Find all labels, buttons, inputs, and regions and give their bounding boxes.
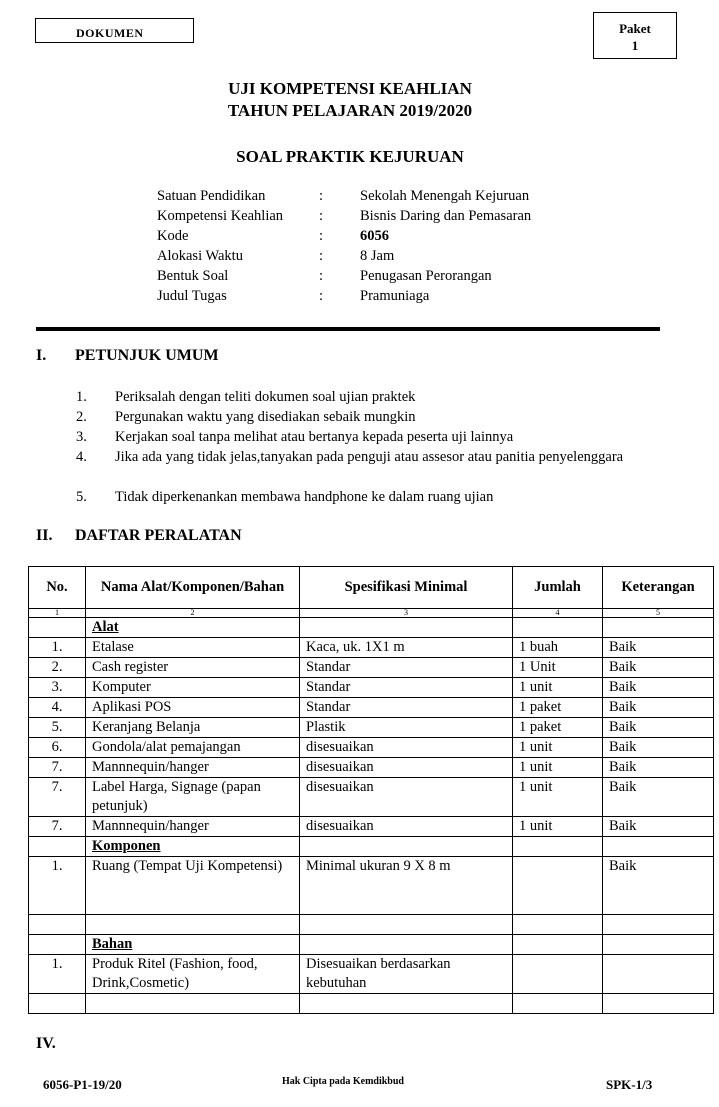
table-row bbox=[29, 758, 714, 778]
cell-no: 1. bbox=[29, 638, 86, 658]
cell-jumlah: 1 unit bbox=[513, 738, 603, 758]
cell-keterangan: Baik bbox=[603, 738, 714, 758]
info-label: Kode bbox=[157, 228, 189, 244]
info-value: 8 Jam bbox=[360, 248, 395, 264]
cell-spesifikasi: Minimal ukuran 9 X 8 m bbox=[300, 857, 513, 915]
footer-page: SPK-1/3 bbox=[606, 1077, 653, 1092]
info-separator: : bbox=[319, 188, 324, 204]
cell-no: 3. bbox=[29, 678, 86, 698]
cell-no: 2. bbox=[29, 658, 86, 678]
cell-spesifikasi: disesuaikan bbox=[300, 738, 513, 758]
cell-keterangan: Baik bbox=[603, 758, 714, 778]
cell-nama: Gondola/alat pemajangan bbox=[86, 738, 300, 758]
category-label: Bahan bbox=[92, 936, 133, 952]
instruction-text: Kerjakan soal tanpa melihat atau bertanya kepada peserta uji lainnya bbox=[115, 429, 514, 445]
cell-spesifikasi: Plastik bbox=[300, 718, 513, 738]
cell-keterangan: Baik bbox=[603, 778, 714, 817]
section-title: PETUNJUK UMUM bbox=[75, 347, 219, 364]
column-index-row bbox=[29, 609, 714, 618]
cell-no: 5. bbox=[29, 718, 86, 738]
table-row bbox=[29, 678, 714, 698]
category-label: Komponen bbox=[92, 838, 161, 854]
paket-label: Paket bbox=[619, 21, 651, 36]
cell-keterangan: Baik bbox=[603, 638, 714, 658]
cell-no: 1. bbox=[29, 857, 86, 915]
equipment-table bbox=[28, 566, 714, 1014]
cell-no: 6. bbox=[29, 738, 86, 758]
column-index: 4 bbox=[513, 609, 603, 618]
cell-jumlah: 1 paket bbox=[513, 718, 603, 738]
cell-nama: Label Harga, Signage (papan petunjuk) bbox=[86, 778, 300, 817]
cell-spesifikasi: Kaca, uk. 1X1 m bbox=[300, 638, 513, 658]
info-label: Alokasi Waktu bbox=[157, 248, 243, 264]
header-no: No. bbox=[29, 567, 86, 609]
cell-jumlah bbox=[513, 955, 603, 994]
cell-keterangan: Baik bbox=[603, 718, 714, 738]
header-nama: Nama Alat/Komponen/Bahan bbox=[86, 567, 300, 609]
instruction-number: 4. bbox=[76, 449, 87, 465]
cell-spesifikasi: disesuaikan bbox=[300, 758, 513, 778]
instruction-text: Tidak diperkenankan membawa handphone ke dalam ruang ujian bbox=[115, 489, 494, 505]
horizontal-rule bbox=[36, 327, 660, 331]
title-line-1: UJI KOMPETENSI KEAHLIAN bbox=[228, 79, 472, 98]
instruction-number: 2. bbox=[76, 409, 87, 425]
footer-copyright: Hak Cipta pada Kemdikbud bbox=[282, 1076, 404, 1087]
cell-keterangan: Baik bbox=[603, 678, 714, 698]
header-keterangan: Keterangan bbox=[603, 567, 714, 609]
info-value: Penugasan Perorangan bbox=[360, 268, 492, 284]
instruction-text: Jika ada yang tidak jelas,tanyakan pada penguji atau assesor atau panitia penyelenggara bbox=[115, 449, 624, 465]
info-separator: : bbox=[319, 208, 324, 224]
cell-nama: Etalase bbox=[86, 638, 300, 658]
section-title: DAFTAR PERALATAN bbox=[75, 527, 242, 544]
info-separator: : bbox=[319, 228, 324, 244]
cell-keterangan: Baik bbox=[603, 698, 714, 718]
cell-no: 7. bbox=[29, 778, 86, 817]
empty-row bbox=[29, 994, 714, 1014]
info-value: Bisnis Daring dan Pemasaran bbox=[360, 208, 532, 224]
table-row bbox=[29, 638, 714, 658]
column-index: 1 bbox=[29, 609, 86, 618]
cell-spesifikasi: Disesuaikan berdasarkan kebutuhan bbox=[300, 955, 513, 994]
cell-nama: Mannnequin/hanger bbox=[86, 758, 300, 778]
table-row bbox=[29, 718, 714, 738]
cell-spesifikasi: disesuaikan bbox=[300, 817, 513, 837]
instruction-number: 3. bbox=[76, 429, 87, 445]
cell-jumlah: 1 paket bbox=[513, 698, 603, 718]
info-label: Bentuk Soal bbox=[157, 268, 229, 284]
table-row bbox=[29, 658, 714, 678]
title-line-2: TAHUN PELAJARAN 2019/2020 bbox=[227, 101, 473, 120]
category-label: Alat bbox=[92, 619, 119, 635]
cell-nama: Produk Ritel (Fashion, food, Drink,Cosmetic) bbox=[86, 955, 300, 994]
cell-keterangan: Baik bbox=[603, 658, 714, 678]
category-row-alat bbox=[29, 618, 714, 638]
table-row bbox=[29, 778, 714, 817]
category-row-bahan bbox=[29, 935, 714, 955]
table-row bbox=[29, 698, 714, 718]
paket-box bbox=[593, 12, 677, 59]
section-number: II. bbox=[36, 527, 53, 544]
table-row bbox=[29, 738, 714, 758]
info-label: Satuan Pendidikan bbox=[157, 188, 266, 204]
cell-keterangan: Baik bbox=[603, 857, 714, 915]
header-jumlah: Jumlah bbox=[513, 567, 603, 609]
header-spesifikasi: Spesifikasi Minimal bbox=[300, 567, 513, 609]
cell-jumlah: 1 unit bbox=[513, 758, 603, 778]
cell-spesifikasi: Standar bbox=[300, 658, 513, 678]
cell-no: 7. bbox=[29, 758, 86, 778]
instruction-number: 5. bbox=[76, 489, 87, 505]
cell-spesifikasi: Standar bbox=[300, 698, 513, 718]
cell-keterangan bbox=[603, 955, 714, 994]
cell-nama: Aplikasi POS bbox=[86, 698, 300, 718]
category-row-komponen bbox=[29, 837, 714, 857]
cell-nama: Komputer bbox=[86, 678, 300, 698]
dokumen-label: DOKUMEN bbox=[76, 26, 144, 40]
cell-jumlah: 1 unit bbox=[513, 778, 603, 817]
info-separator: : bbox=[319, 248, 324, 264]
cell-spesifikasi: disesuaikan bbox=[300, 778, 513, 817]
section-number: I. bbox=[36, 347, 47, 364]
column-index: 5 bbox=[603, 609, 714, 618]
table-row bbox=[29, 817, 714, 837]
footer-code: 6056-P1-19/20 bbox=[43, 1077, 122, 1092]
dokumen-box bbox=[35, 18, 194, 43]
info-value: Pramuniaga bbox=[360, 288, 430, 304]
info-separator: : bbox=[319, 268, 324, 284]
title-line-3: SOAL PRAKTIK KEJURUAN bbox=[236, 147, 464, 166]
cell-jumlah: 1 unit bbox=[513, 678, 603, 698]
cell-spesifikasi: Standar bbox=[300, 678, 513, 698]
info-label: Judul Tugas bbox=[157, 288, 227, 304]
instruction-text: Pergunakan waktu yang disediakan sebaik mungkin bbox=[115, 409, 416, 425]
cell-jumlah: 1 unit bbox=[513, 817, 603, 837]
info-value: Sekolah Menengah Kejuruan bbox=[360, 188, 530, 204]
cell-no: 1. bbox=[29, 955, 86, 994]
cell-nama: Keranjang Belanja bbox=[86, 718, 300, 738]
cell-jumlah bbox=[513, 857, 603, 915]
cell-keterangan: Baik bbox=[603, 817, 714, 837]
paket-number: 1 bbox=[631, 38, 639, 53]
empty-row bbox=[29, 915, 714, 935]
table-header-row bbox=[29, 567, 714, 609]
table-row bbox=[29, 955, 714, 994]
cell-nama: Ruang (Tempat Uji Kompetensi) bbox=[86, 857, 300, 915]
cell-jumlah: 1 buah bbox=[513, 638, 603, 658]
instruction-number: 1. bbox=[76, 389, 87, 405]
section-number: IV. bbox=[36, 1035, 56, 1052]
info-label: Kompetensi Keahlian bbox=[157, 208, 284, 224]
column-index: 3 bbox=[300, 609, 513, 618]
cell-no: 7. bbox=[29, 817, 86, 837]
cell-nama: Mannnequin/hanger bbox=[86, 817, 300, 837]
table-row bbox=[29, 857, 714, 915]
instruction-text: Periksalah dengan teliti dokumen soal ujian praktek bbox=[115, 389, 416, 405]
column-index: 2 bbox=[86, 609, 300, 618]
cell-jumlah: 1 Unit bbox=[513, 658, 603, 678]
info-separator: : bbox=[319, 288, 324, 304]
cell-nama: Cash register bbox=[86, 658, 300, 678]
info-value: 6056 bbox=[360, 228, 389, 244]
cell-no: 4. bbox=[29, 698, 86, 718]
